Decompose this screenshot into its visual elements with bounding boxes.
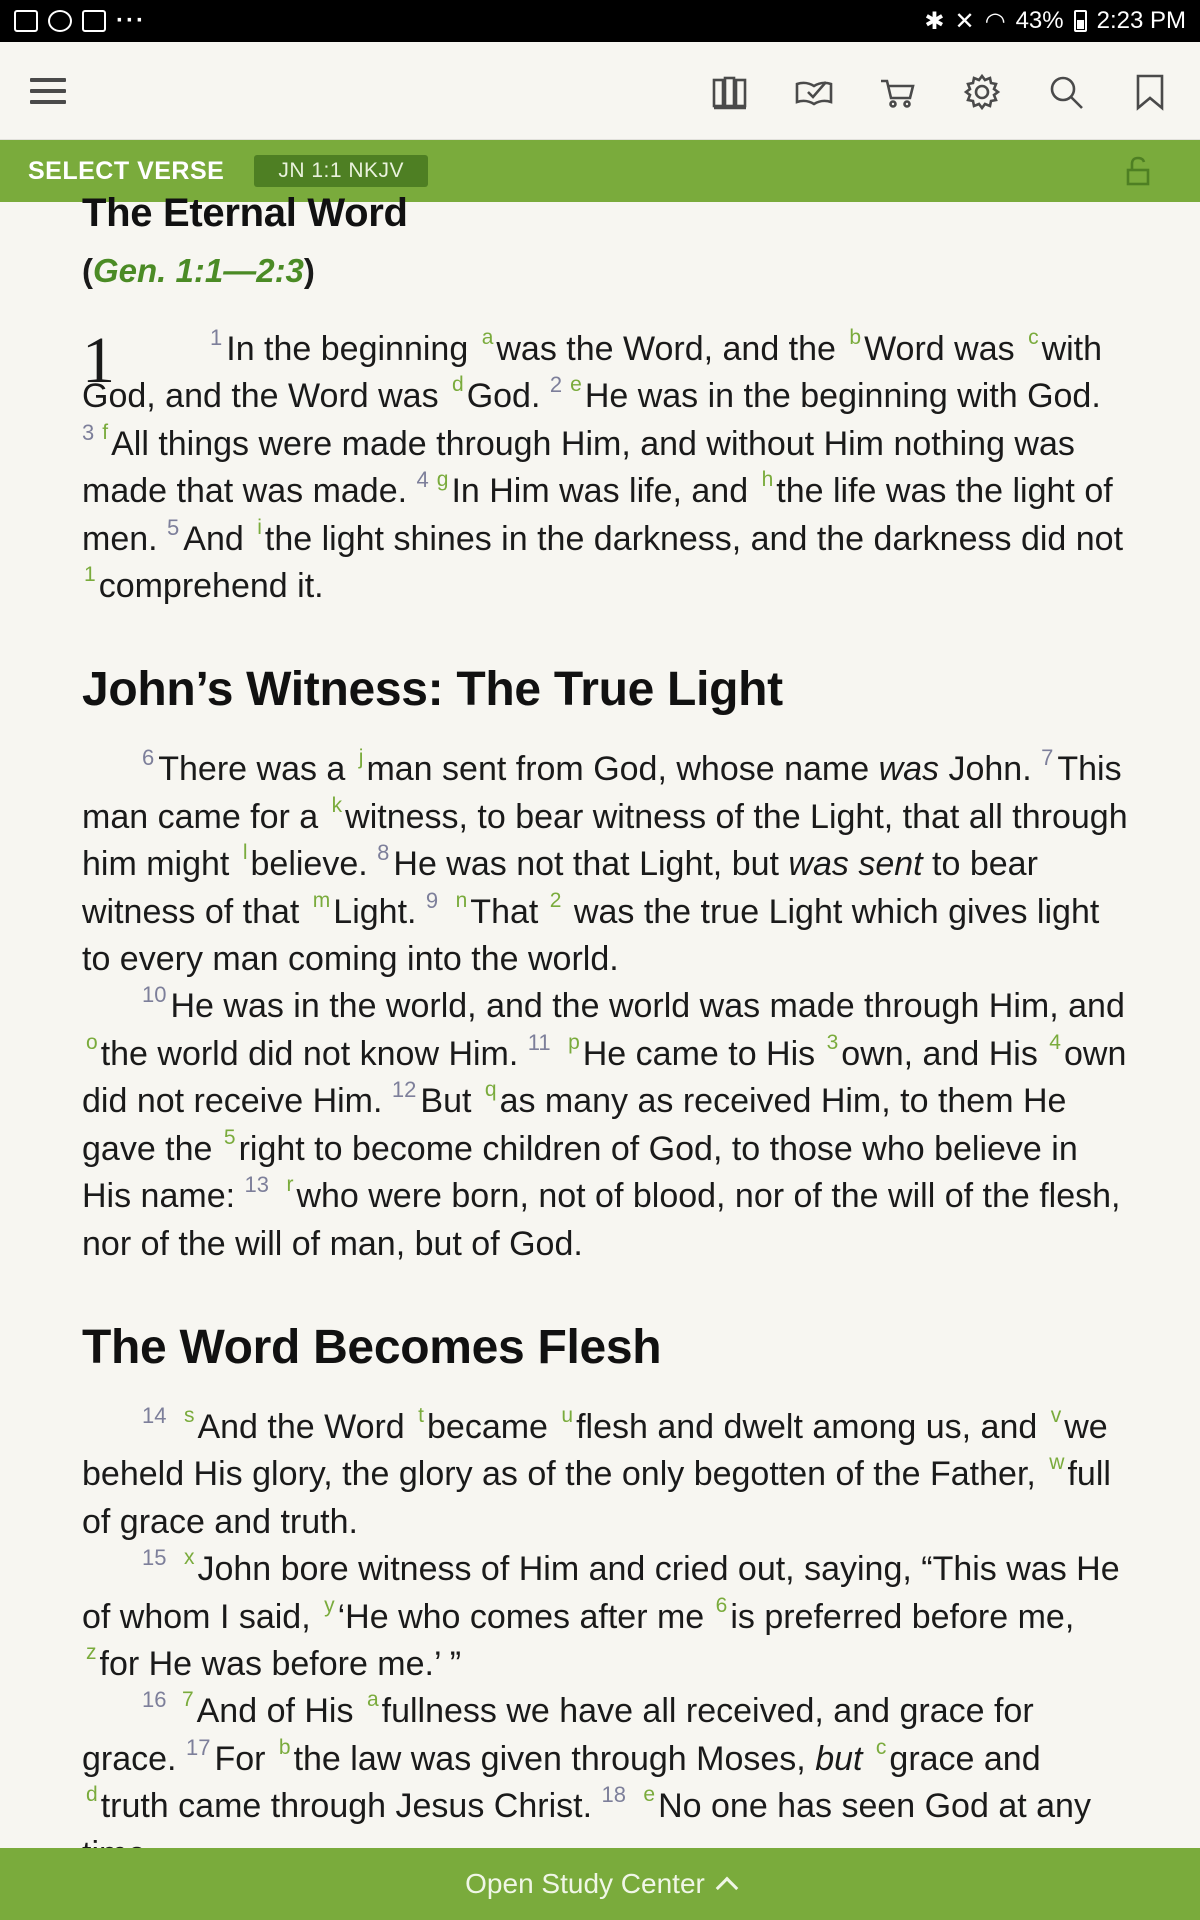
section-heading: John’s Witness: The True Light bbox=[82, 663, 783, 717]
app-toolbar bbox=[0, 42, 1200, 140]
reading-plan-icon[interactable] bbox=[784, 62, 844, 122]
scripture-paragraph[interactable]: 1 $^1$ In the beginning $^a$was the Word, and the $^b$Word was $^c$with God, and the Word was $^d$God. $^2$ $^e$He was in the beginning with God. $^3$ $^f$All things were made through Him, and without Him nothing was made that was made. $^4$ $^g$In Him was life, and $^h$the life was the light of men. $^5$ And $^i$the light shines in the darkness, and the darkness did not $^1$comprehend it. bbox=[82, 324, 1124, 606]
bookmark-icon[interactable] bbox=[1120, 62, 1180, 122]
scripture-paragraph[interactable]: $^{14}$ $^s$And the Word $^t$became $^u$flesh and dwelt among us, and $^v$we beheld His glory, the glory as of the only begotten of the Father, $^w$full of grace and truth. bbox=[82, 1402, 1111, 1541]
select-verse-label[interactable]: SELECT VERSE bbox=[28, 156, 225, 185]
open-study-center-button[interactable] bbox=[0, 1848, 1200, 1920]
unlock-icon[interactable] bbox=[1124, 156, 1152, 186]
library-icon[interactable] bbox=[700, 62, 760, 122]
gallery-notification-icon bbox=[14, 10, 38, 32]
open-study-center-label: Open Study Center bbox=[465, 1868, 705, 1899]
bluetooth-icon: ✱ bbox=[924, 7, 945, 35]
clock: 2:23 PM bbox=[1096, 7, 1186, 34]
section-heading: The Eternal Word bbox=[82, 191, 408, 235]
scripture-paragraph[interactable]: $^6$ There was a $^j$man sent from God, whose name was John. $^7$ This man came for a $^k$witness, to bear witness of the Light, that all through him might $^l$believe. $^8$ He was not that Light, but was sent to bear witness of that $^m$Light. $^9$ $^n$That $^2$ was the true Light which gives light to every man coming into the world. bbox=[82, 745, 1128, 979]
scripture-paragraph[interactable]: $^{10}$ He was in the world, and the world was made through Him, and $^o$the world did not know Him. $^{11}$ $^p$He came to His $^3$own, and His $^4$own did not receive Him. $^{12}$ But $^q$as many as received Him, to them He gave the $^5$right to become children of God, to those who believe in His name: $^{13}$ $^r$who were born, not of blood, nor of the will of the flesh, nor of the will of man, but of God. bbox=[82, 982, 1127, 1263]
menu-icon[interactable] bbox=[30, 78, 66, 104]
battery-icon bbox=[1074, 10, 1087, 32]
verse-number: 1 bbox=[210, 325, 223, 350]
search-icon[interactable] bbox=[1036, 62, 1096, 122]
scripture-paragraph[interactable]: $^{16}$ $^7$And of His $^a$fullness we have all received, and grace for grace. $^{17}$ For $^b$the law was given through Moses, but $^c$grace and $^d$truth came through Jesus Christ. $^{18}$ $^e$No one has seen God at any bbox=[82, 1687, 1091, 1826]
more-notifications-icon: ··· bbox=[116, 7, 146, 34]
verse-reference-pill[interactable]: JN 1:1 NKJV bbox=[254, 155, 428, 187]
bible-reader[interactable] bbox=[0, 191, 1200, 1848]
parallel-reference-link[interactable]: Gen. 1:1—2:3 bbox=[93, 252, 304, 289]
chevron-up-icon bbox=[716, 1877, 739, 1900]
chapter-number: 1 bbox=[82, 324, 115, 397]
wifi-icon: ◠ bbox=[984, 7, 1006, 35]
sync-notification-icon bbox=[48, 10, 72, 32]
status-bar bbox=[0, 0, 1200, 42]
cart-icon[interactable] bbox=[868, 62, 928, 122]
mute-icon: ✕ bbox=[954, 7, 975, 35]
parallel-reference: (Gen. 1:1—2:3) bbox=[82, 252, 315, 289]
flipboard-notification-icon bbox=[82, 10, 106, 32]
section-heading: The Word Becomes Flesh bbox=[82, 1320, 662, 1374]
battery-percent: 43% bbox=[1015, 7, 1064, 34]
settings-icon[interactable] bbox=[952, 62, 1012, 122]
scripture-paragraph[interactable]: $^{15}$ $^x$John bore witness of Him and cried out, saying, “This was He of whom I said, $^y$‘He who comes after me $^6$is preferred before me, $^z$for He was before me.’ ” bbox=[82, 1545, 1120, 1683]
